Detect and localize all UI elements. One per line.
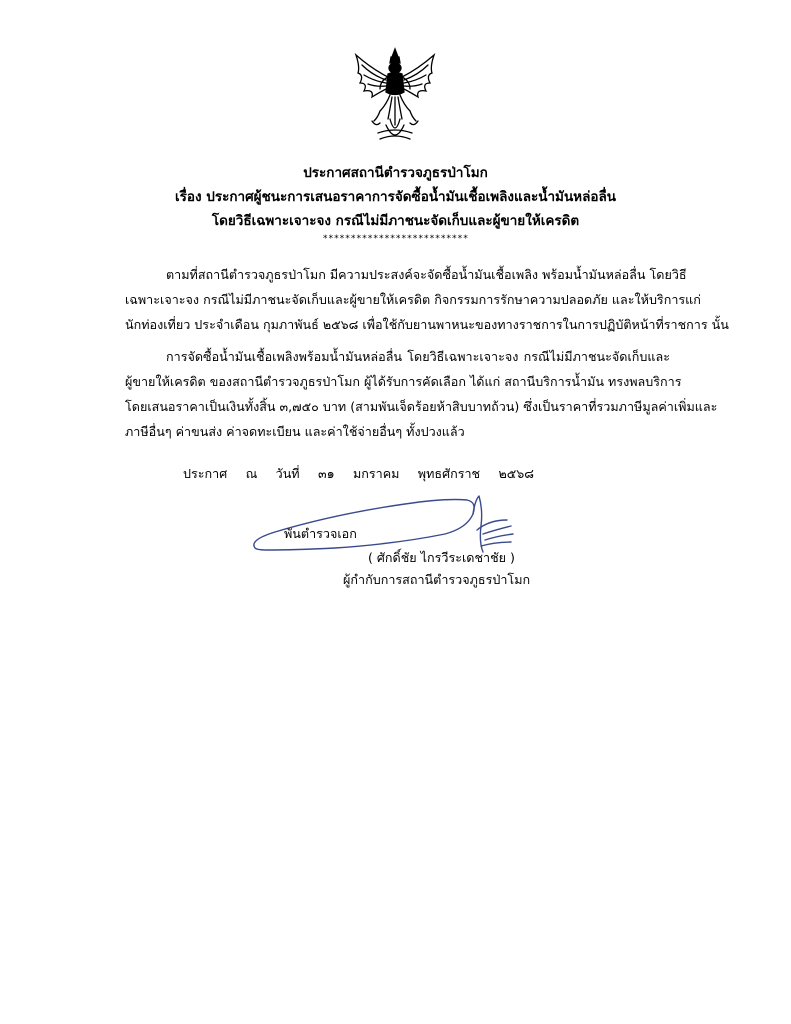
paragraph-2-line-4: ภาษีอื่นๆ ค่าขนส่ง ค่าจดทะเบียน และค่าใช้จ่ายอื่นๆ ทั้งปวงแล้ว [125,424,465,439]
paragraph-1-line-3: นักท่องเที่ยว ประจำเดือน กุมภาพันธ์ ๒๕๖๘ เพื่อใช้กับยานพาหนะของทางราชการในการปฏิบัติหน้าที่ราชการ นั้น [125,317,729,332]
date-day-label: วันที่ [275,466,300,481]
paragraph-1-line-2: เฉพาะเจาะจง กรณีไม่มีภาชนะจัดเก็บและผู้ขายให้เครดิต กิจกรรมการรักษาความปลอดภัย และให้บริการแก่ [125,292,701,307]
announcement-heading: ประกาศสถานีตำรวจภูธรป่าโมก [303,165,488,181]
garuda-emblem-icon [350,47,440,147]
paragraph-1-line-1: ตามที่สถานีตำรวจภูธรป่าโมก มีความประสงค์จะจัดซื้อน้ำมันเชื้อเพลิง พร้อมน้ำมันหล่อลื่น โดยวิธี [166,267,687,282]
date-day: ๓๑ [317,466,335,481]
date-month: มกราคม [352,466,400,481]
paragraph-2-line-2: ผู้ขายให้เครดิต ของสถานีตำรวจภูธรป่าโมก ผู้ได้รับการคัดเลือก ได้แก่ สถานีบริการน้ำมัน ทรงพลบริการ [125,374,682,389]
date-announce-label: ประกาศ [183,466,228,481]
signatory-position: ผู้กำกับการสถานีตำรวจภูธรป่าโมก [343,572,531,587]
paragraph-2-line-3: โดยเสนอราคาเป็นเงินทั้งสิ้น ๓,๗๕๐ บาท (สามพันเจ็ดร้อยห้าสิบบาทถ้วน) ซึ่งเป็นราคาที่รวมภาษีมูลค่าเพิ่มและ [125,399,718,414]
announcement-date [183,465,534,483]
announcement-subject: เรื่อง ประกาศผู้ชนะการเสนอราคาการจัดซื้อน้ำมันเชื้อเพลิงและน้ำมันหล่อลื่น [175,189,616,205]
heading-divider: ************************** [322,234,469,244]
date-era-label: พุทธศักราช [417,466,481,481]
date-at-label: ณ [245,466,258,481]
date-year: ๒๕๖๘ [498,466,534,481]
signatory-name: ( ศักดิ์ชัย ไกรวีระเดชาชัย ) [368,550,515,565]
announcement-method: โดยวิธีเฉพาะเจาะจง กรณีไม่มีภาชนะจัดเก็บและผู้ขายให้เครดิต [211,213,580,229]
paragraph-2-line-1: การจัดซื้อน้ำมันเชื้อเพลิงพร้อมน้ำมันหล่อลื่น โดยวิธีเฉพาะเจาะจง กรณีไม่มีภาชนะจัดเก็บและ [166,349,670,364]
signatory-rank: พันตำรวจเอก [284,526,357,541]
